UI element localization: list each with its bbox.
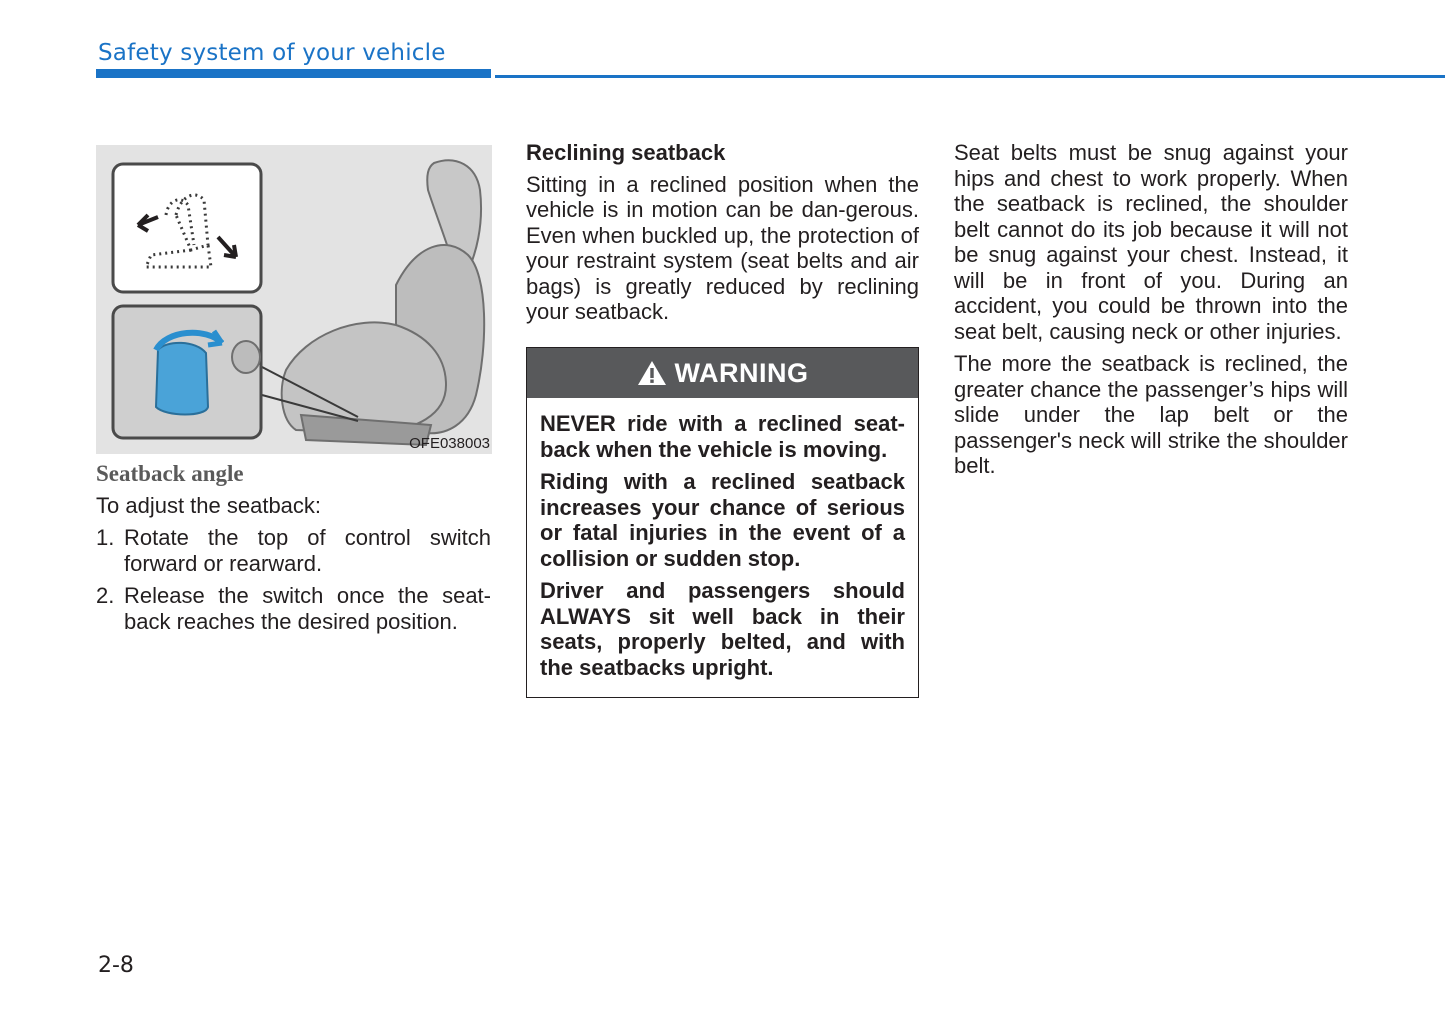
control-switch: [156, 343, 208, 415]
seatbelt-paragraph: Seat belts must be snug against your hips and chest to work properly. When the seatback is reclined, the shoulder belt cannot do its job because it will not be snug against your chest. Instead, it will be in front of you. During an accident, you could be thrown into the seat belt, causing neck or other injuries.: [954, 140, 1348, 344]
recline-risk-paragraph: The more the seatback is reclined, the greater chance the passenger’s hips will slide under the lap belt or the passenger's neck will strike the shoulder belt.: [954, 351, 1348, 478]
warning-paragraph: Driver and passengers should ALWAYS sit well back in their seats, properly belted, and with the seatbacks upright.: [540, 578, 905, 680]
step-text: Release the switch once the seat-back reaches the desired position.: [124, 583, 491, 634]
step-text: Rotate the top of control switch forward or rearward.: [124, 525, 491, 576]
step-number: 1.: [96, 525, 115, 550]
middle-column: [526, 140, 919, 332]
right-column: [954, 140, 1348, 486]
movement-inset-box: [113, 164, 261, 292]
seatback-angle-heading: Seatback angle: [96, 461, 244, 486]
list-item: [96, 583, 491, 634]
seat-illustration-graphic: [96, 145, 492, 454]
section-title: Safety system of your vehicle: [98, 40, 446, 66]
adjust-steps: [96, 525, 491, 634]
warning-body: [527, 398, 918, 680]
step-number: 2.: [96, 583, 115, 608]
list-item: [96, 525, 491, 576]
header-rule-thin: [495, 75, 1445, 78]
figure-code: OFE038003: [409, 435, 490, 452]
warning-title: WARNING: [674, 357, 809, 388]
header-rule-thick: [96, 69, 491, 78]
warning-paragraph: NEVER ride with a reclined seat-back when the vehicle is moving.: [540, 411, 905, 462]
page-number: 2-8: [98, 953, 134, 978]
warning-triangle-icon: [637, 360, 667, 386]
car-seat: [282, 160, 485, 445]
adjust-intro: To adjust the seatback:: [96, 492, 322, 518]
reclining-paragraph: Sitting in a reclined position when the vehicle is in motion can be dan-gerous. Even when buckled up, the protection of your restraint system (seat belts and air bags) is greatly reduced by reclining your seatback.: [526, 171, 919, 324]
warning-header: [527, 348, 918, 398]
seatback-illustration: [96, 145, 492, 454]
left-column: [96, 461, 491, 641]
warning-box: [526, 347, 919, 698]
warning-paragraph: Riding with a reclined seatback increases your chance of serious or fatal injuries in the event of a collision or sudden stop.: [540, 469, 905, 571]
reclining-seatback-heading: Reclining seatback: [526, 140, 726, 165]
